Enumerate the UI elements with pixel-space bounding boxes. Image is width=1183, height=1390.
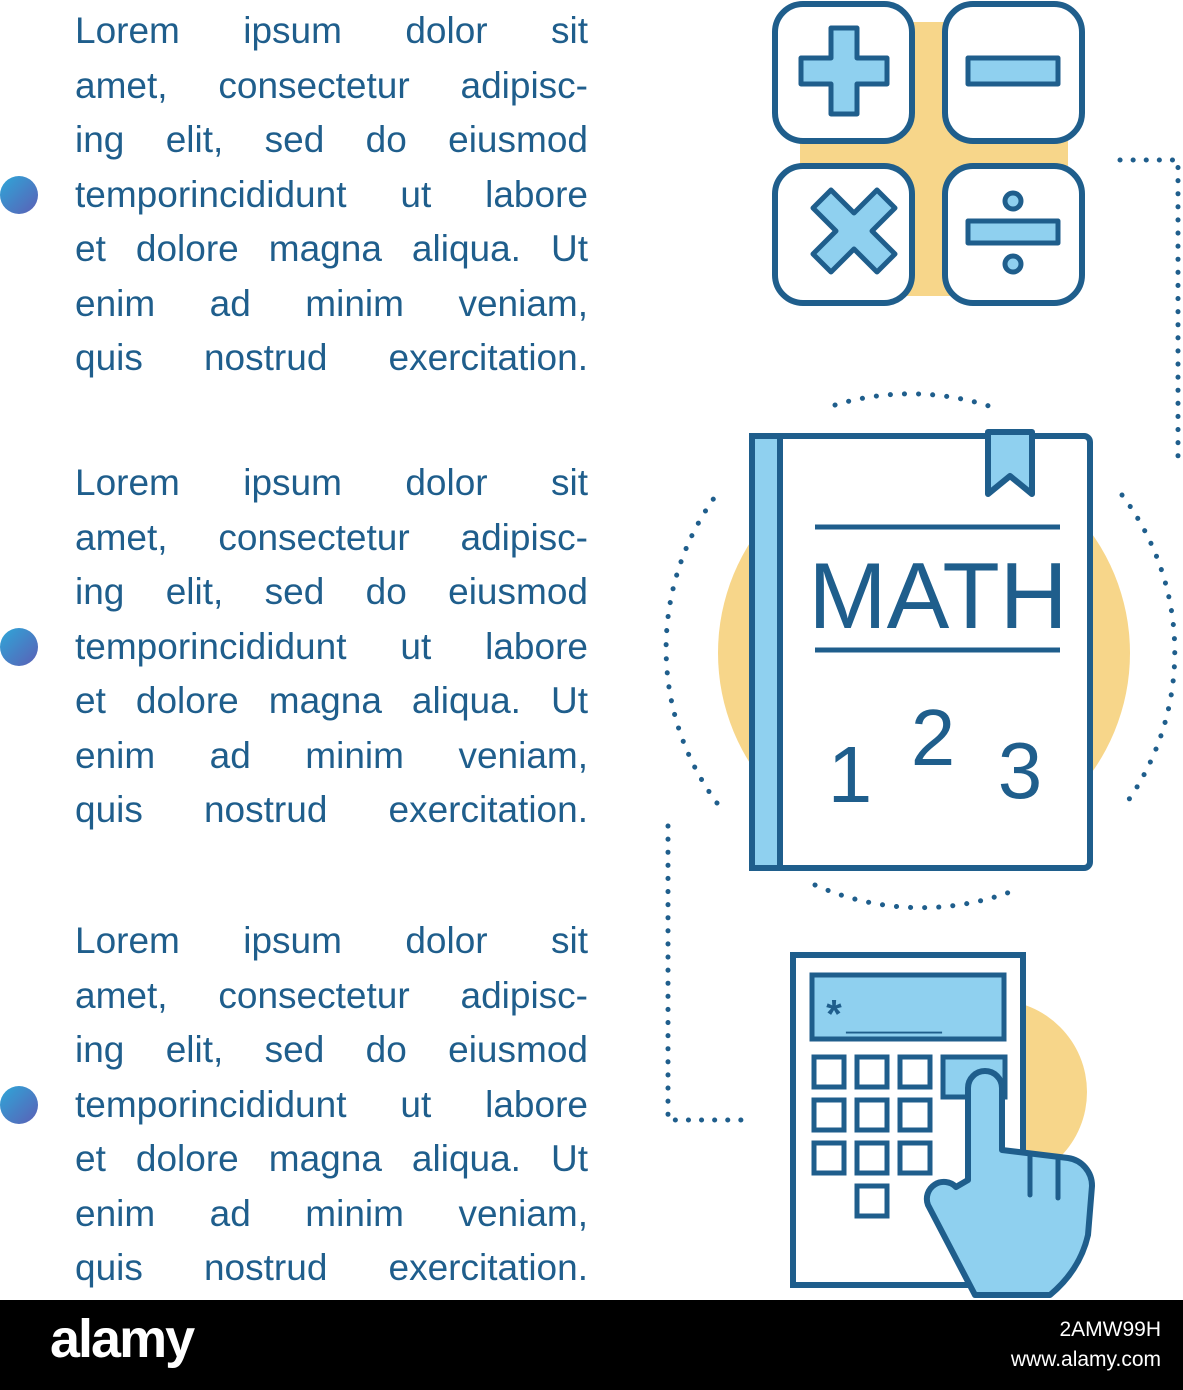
- math-operators-icon: [775, 4, 1082, 303]
- book-digit: 1: [827, 730, 873, 819]
- footer-url: www.alamy.com: [1010, 1348, 1161, 1371]
- calculator-display: *____: [822, 997, 943, 1042]
- footer-image-id: 2AMW99H: [1059, 1318, 1161, 1341]
- footer-logo: alamy: [50, 1309, 194, 1369]
- book-digit: 2: [910, 693, 956, 782]
- calculator-icon: [793, 955, 1092, 1295]
- book-title: MATH: [808, 543, 1068, 648]
- text-paragraph: Lorem ipsum dolor sit amet, consectetur adipisc- ing elit, sed do eiusmod temporincididunt ut labore et dolore magna aliqua. Ut enim ad minim veniam, quis nostrud exercitation.: [75, 462, 588, 830]
- text-paragraph: Lorem ipsum dolor sit amet, consectetur adipisc- ing elit, sed do eiusmod temporincididunt ut labore et dolore magna aliqua. Ut enim ad minim veniam, quis nostrud exercitation.: [75, 920, 588, 1288]
- book-digit: 3: [997, 726, 1043, 815]
- text-paragraph: Lorem ipsum dolor sit amet, consectetur adipisc- ing elit, sed do eiusmod temporincididunt ut labore et dolore magna aliqua. Ut enim ad minim veniam, quis nostrud exercitation.: [75, 10, 588, 378]
- math-book-icon: [666, 394, 1175, 908]
